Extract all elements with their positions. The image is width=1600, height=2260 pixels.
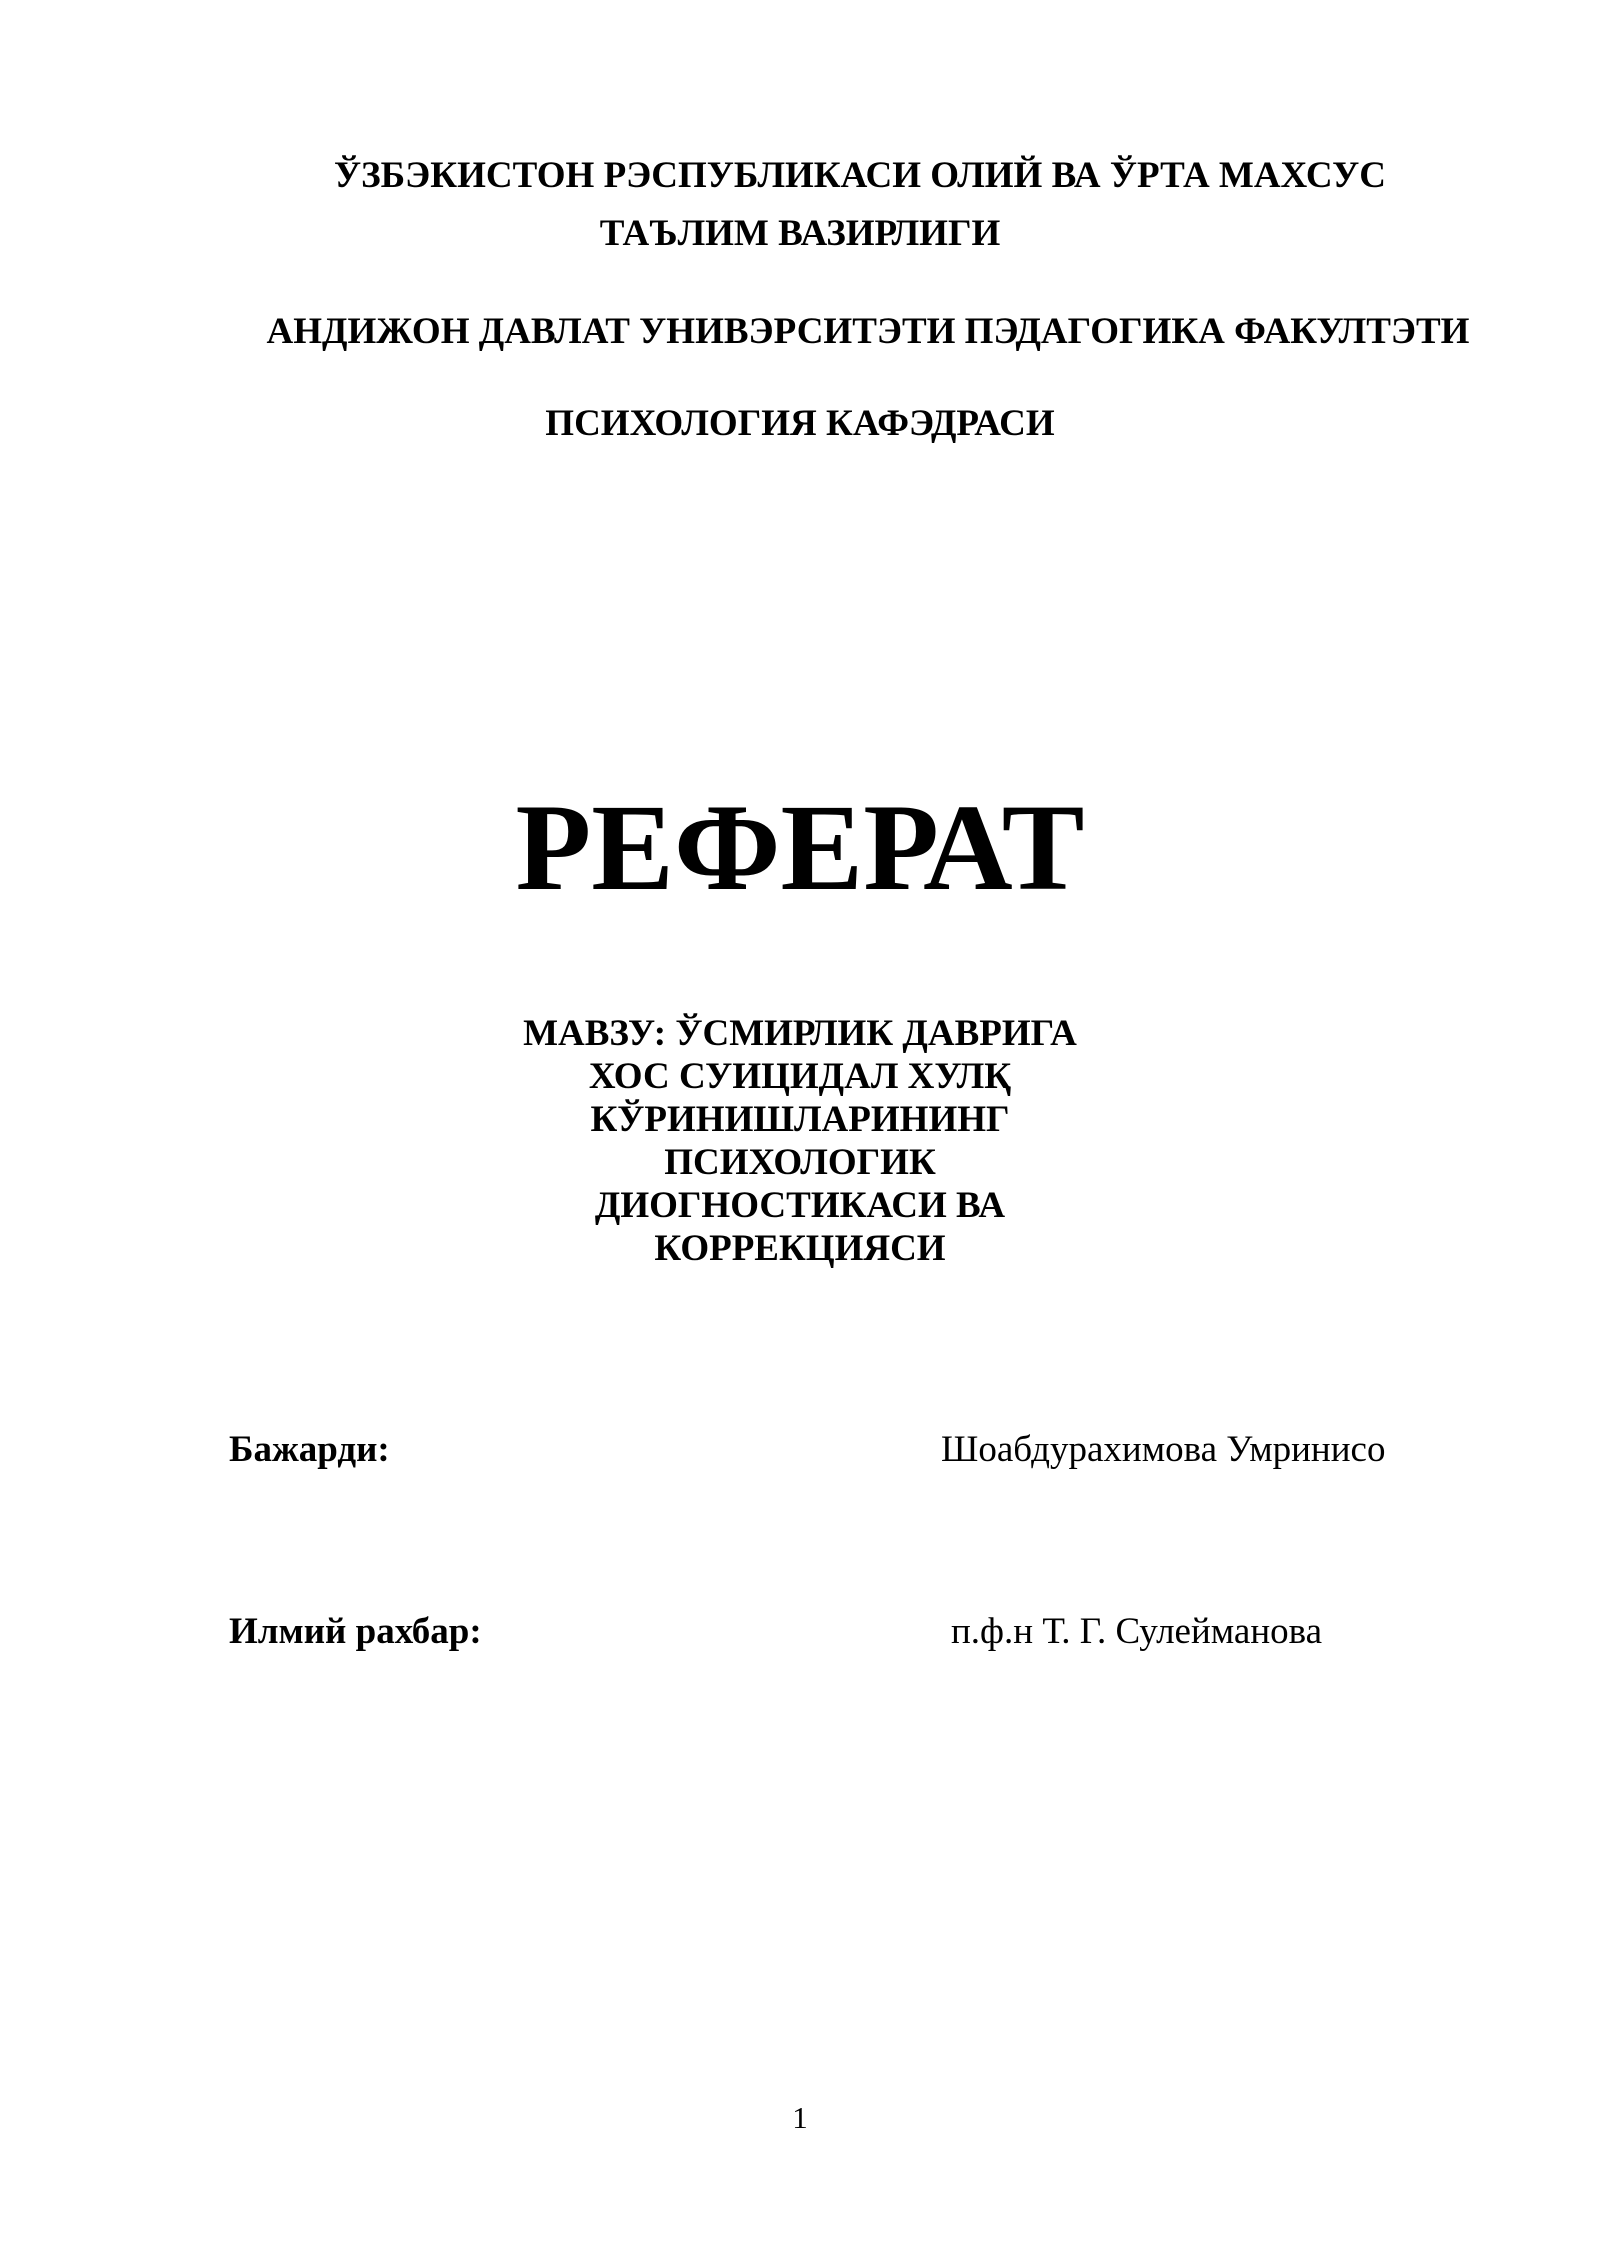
topic-line: МАВЗУ: ЎСМИРЛИК ДАВРИГА [523,1013,1077,1054]
performer-name: Шоабдурахимова Умринисо [941,1429,1386,1470]
ministry-line-1: ЎЗБЭКИСТОН РЭСПУБЛИКАСИ ОЛИЙ ВА ЎРТА МАХСУС [334,155,1386,196]
topic-line: ПСИХОЛОГИК [664,1142,936,1183]
department-name: ПСИХОЛОГИЯ КАФЭДРАСИ [545,403,1055,444]
performer-label: Бажарди: [229,1429,390,1470]
topic-block [0,1012,1600,1270]
topic-line: ДИОГНОСТИКАСИ ВА [594,1185,1006,1226]
topic-line: КОРРЕКЦИЯСИ [654,1228,946,1269]
ministry-line-2: ТАЪЛИМ ВАЗИРЛИГИ [599,213,1001,254]
topic-line: ХОС СУИЦИДАЛ ХУЛҚ [588,1056,1012,1097]
topic-line: КЎРИНИШЛАРИНИНГ [590,1099,1010,1140]
university-name: АНДИЖОН ДАВЛАТ УНИВЭРСИТЭТИ ПЭДАГОГИКА ФАКУЛТЭТИ [266,311,1470,352]
page-number: 1 [792,2100,808,2135]
document-title: РЕФЕРАТ [515,779,1085,916]
advisor-name: п.ф.н Т. Г. Сулейманова [951,1611,1323,1652]
advisor-label: Илмий рахбар: [229,1611,482,1652]
